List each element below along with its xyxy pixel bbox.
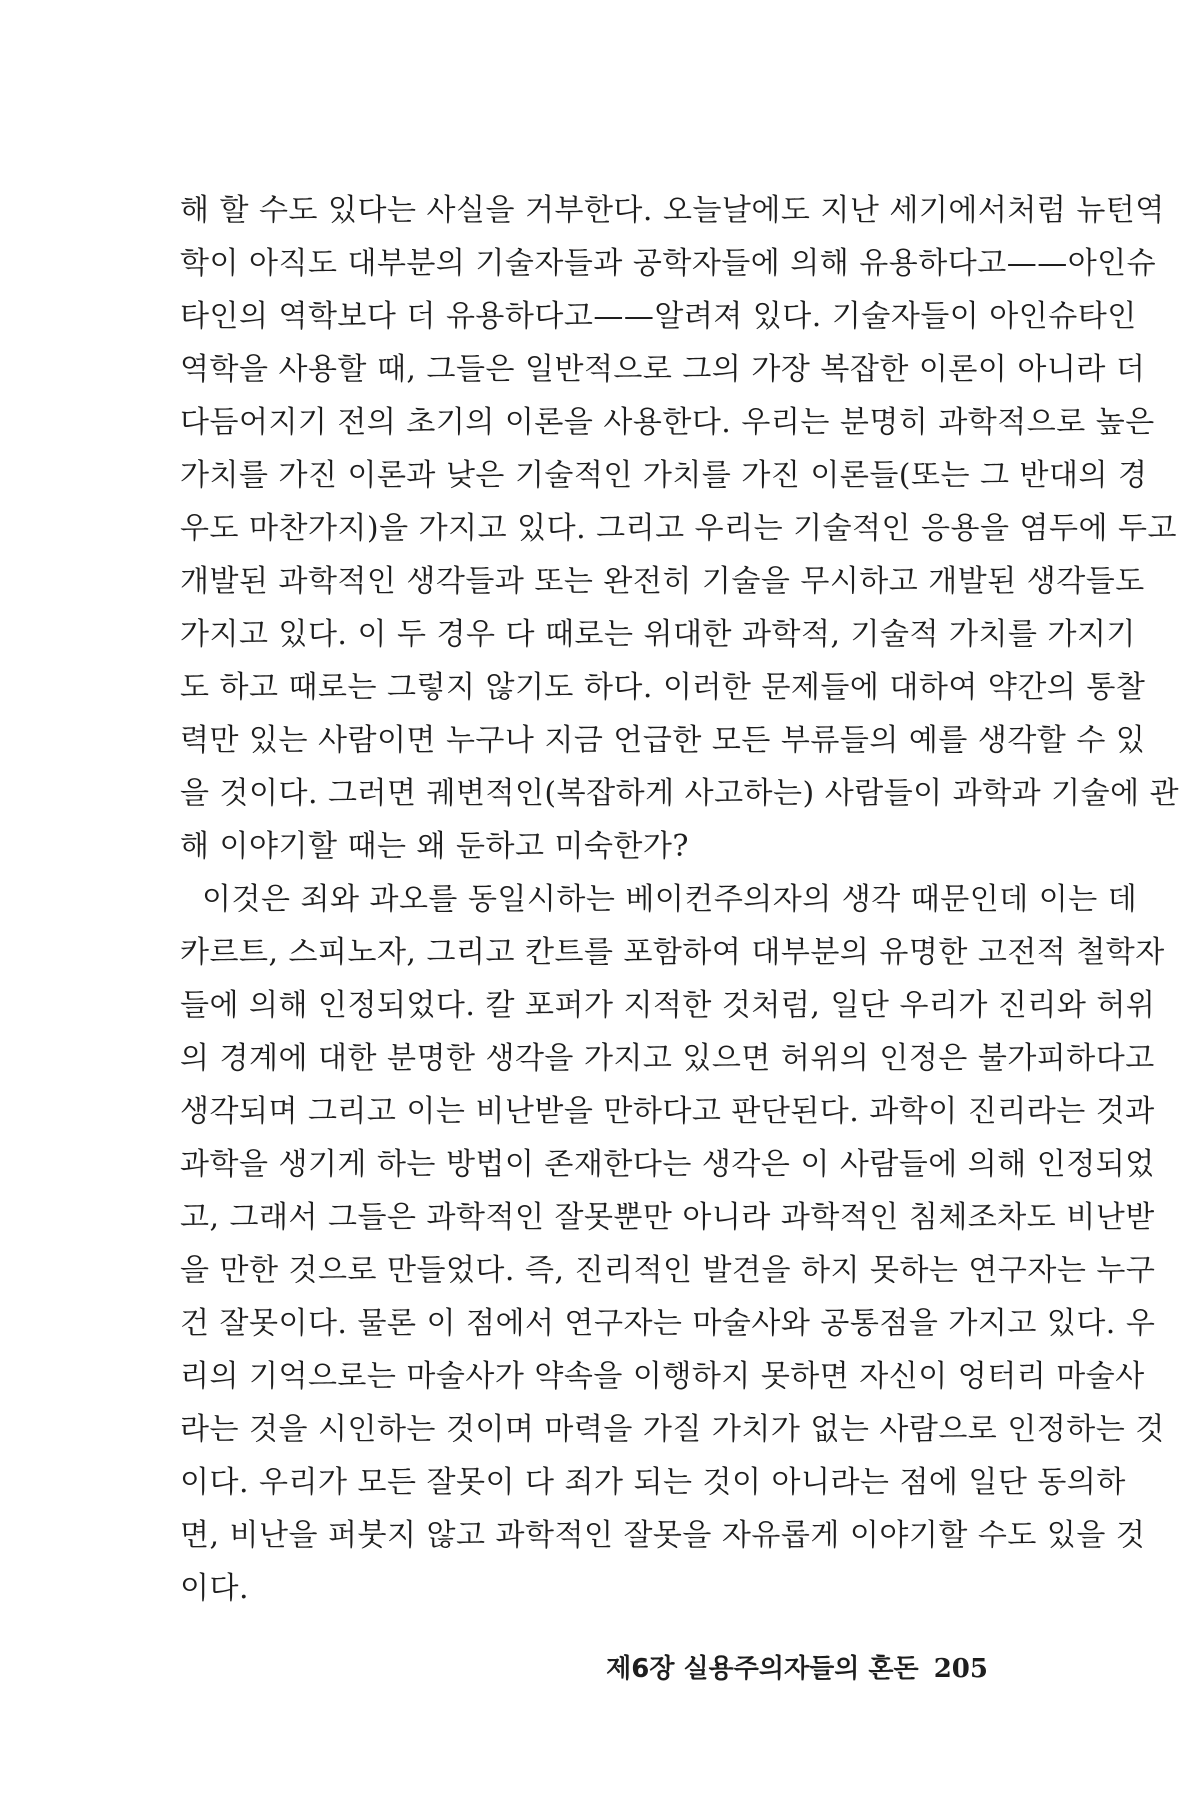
text-line: 이다. 우리가 모든 잘못이 다 죄가 되는 것이 아니라는 점에 일단 동의하 xyxy=(180,1465,1126,1500)
body-text xyxy=(180,184,1180,1615)
text-line: 건 잘못이다. 물론 이 점에서 연구자는 마술사와 공통점을 가지고 있다. 우 xyxy=(180,1306,1156,1341)
text-line: 이다. xyxy=(180,1571,249,1606)
text-line: 라는 것을 시인하는 것이며 마력을 가질 가치가 없는 사람으로 인정하는 것 xyxy=(180,1412,1165,1447)
text-line: 리의 기억으로는 마술사가 약속을 이행하지 못하면 자신이 엉터리 마술사 xyxy=(180,1359,1145,1394)
text-line: 해 할 수도 있다는 사실을 거부한다. 오늘날에도 지난 세기에서처럼 뉴턴역 xyxy=(180,193,1165,228)
chapter-title: 제6장 실용주의자들의 혼돈 xyxy=(606,1654,919,1684)
text-line: 을 만한 것으로 만들었다. 즉, 진리적인 발견을 하지 못하는 연구자는 누구 xyxy=(180,1253,1156,1288)
text-line: 카르트, 스피노자, 그리고 칸트를 포함하여 대부분의 유명한 고전적 철학자 xyxy=(180,935,1165,970)
running-footer xyxy=(606,1648,988,1685)
text-line: 가지고 있다. 이 두 경우 다 때로는 위대한 과학적, 기술적 가치를 가지기 xyxy=(180,617,1136,652)
text-line: 면, 비난을 퍼붓지 않고 과학적인 잘못을 자유롭게 이야기할 수도 있을 것 xyxy=(180,1518,1146,1553)
text-line: 가치를 가진 이론과 낮은 기술적인 가치를 가진 이론들(또는 그 반대의 경 xyxy=(180,458,1148,493)
page-number: 205 xyxy=(933,1654,988,1684)
text-line: 학이 아직도 대부분의 기술자들과 공학자들에 의해 유용하다고——아인슈 xyxy=(180,246,1157,281)
text-line: 이것은 죄와 과오를 동일시하는 베이컨주의자의 생각 때문인데 이는 데 xyxy=(202,882,1138,917)
text-line: 도 하고 때로는 그렇지 않기도 하다. 이러한 문제들에 대하여 약간의 통찰 xyxy=(180,670,1146,705)
text-line: 생각되며 그리고 이는 비난받을 만하다고 판단된다. 과학이 진리라는 것과 xyxy=(180,1094,1155,1129)
text-line: 력만 있는 사람이면 누구나 지금 언급한 모든 부류들의 예를 생각할 수 있 xyxy=(180,723,1146,758)
text-line: 다듬어지기 전의 초기의 이론을 사용한다. 우리는 분명히 과학적으로 높은 xyxy=(180,405,1155,440)
text-line: 고, 그래서 그들은 과학적인 잘못뿐만 아니라 과학적인 침체조차도 비난받 xyxy=(180,1200,1155,1235)
text-line: 타인의 역학보다 더 유용하다고——알려져 있다. 기술자들이 아인슈타인 xyxy=(180,299,1137,334)
paragraph-2 xyxy=(180,873,1165,1615)
text-line: 개발된 과학적인 생각들과 또는 완전히 기술을 무시하고 개발된 생각들도 xyxy=(180,564,1145,599)
text-line: 들에 의해 인정되었다. 칼 포퍼가 지적한 것처럼, 일단 우리가 진리와 허위 xyxy=(180,988,1156,1023)
text-line: 과학을 생기게 하는 방법이 존재한다는 생각은 이 사람들에 의해 인정되었 xyxy=(180,1147,1155,1182)
text-line: 을 것이다. 그러면 궤변적인(복잡하게 사고하는) 사람들이 과학과 기술에 관 xyxy=(180,776,1180,811)
paragraph-1 xyxy=(180,184,1180,873)
text-line: 의 경계에 대한 분명한 생각을 가지고 있으면 허위의 인정은 불가피하다고 xyxy=(180,1041,1155,1076)
text-line: 역학을 사용할 때, 그들은 일반적으로 그의 가장 복잡한 이론이 아니라 더 xyxy=(180,352,1146,387)
text-line: 해 이야기할 때는 왜 둔하고 미숙한가? xyxy=(180,829,689,864)
text-line: 우도 마찬가지)을 가지고 있다. 그리고 우리는 기술적인 응용을 염두에 두고 xyxy=(180,511,1177,546)
